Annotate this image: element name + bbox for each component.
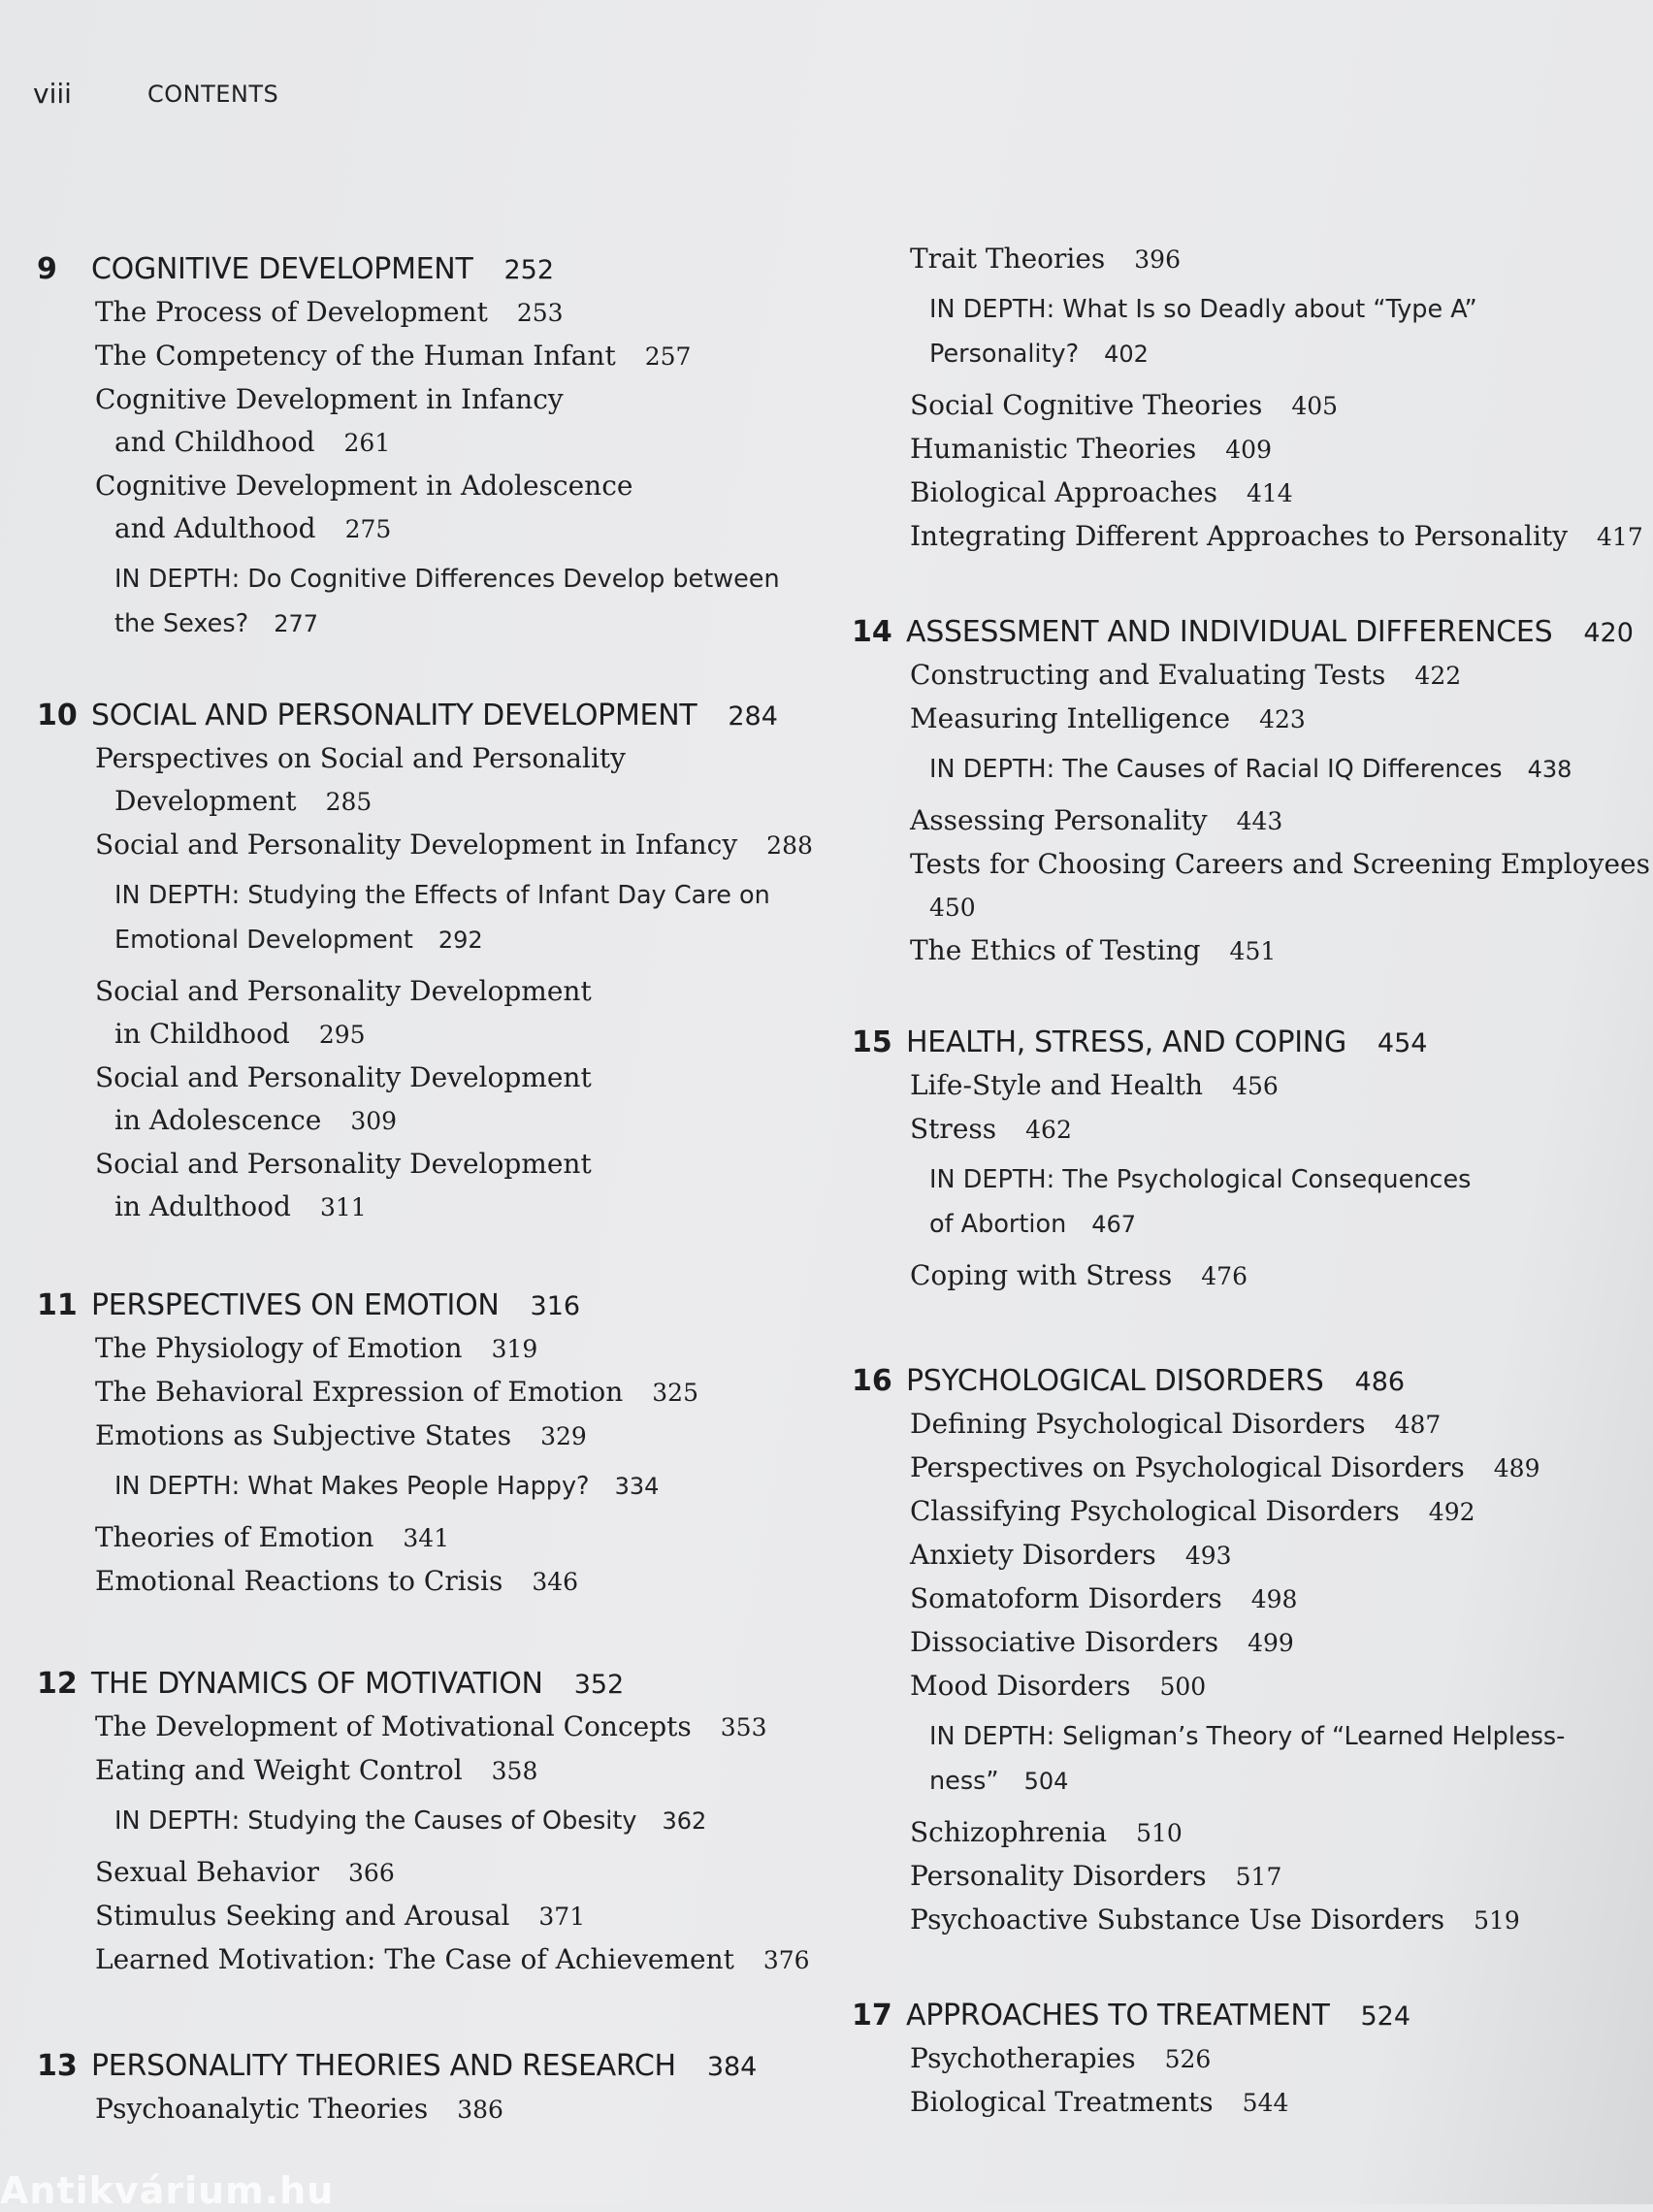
section-title: Stimulus Seeking and Arousal	[95, 1900, 510, 1932]
section-title-continued	[95, 507, 780, 551]
chapter-title: APPROACHES TO TREATMENT	[906, 1999, 1330, 2033]
page-ref: 325	[652, 1379, 698, 1407]
page-ref: 362	[662, 1807, 707, 1835]
in-depth-title-continued	[114, 602, 780, 646]
page-ref: 257	[644, 342, 692, 371]
chapter-heading	[852, 1022, 1471, 1064]
section-entry	[852, 472, 1643, 515]
toc-entry-list	[852, 238, 1643, 559]
section-entry	[37, 1415, 698, 1458]
section-entry	[37, 1706, 810, 1749]
page-ref: 493	[1184, 1542, 1232, 1570]
page-ref: 311	[319, 1193, 367, 1221]
in-depth-title: IN DEPTH: What Makes People Happy?	[114, 1472, 590, 1501]
chapter-17	[852, 1995, 1410, 2125]
page-ref: 316	[530, 1291, 581, 1321]
section-title: Assessing Personality	[910, 804, 1208, 836]
section-title: Anxiety Disorders	[910, 1539, 1156, 1571]
section-entry	[852, 843, 1650, 929]
in-depth-title-continued	[929, 1759, 1565, 1804]
section-title: The Behavioral Expression of Emotion	[95, 1376, 624, 1408]
page-ref: 396	[1134, 245, 1181, 274]
section-title-end: Development	[114, 785, 297, 817]
chapter-number: 14	[852, 615, 892, 649]
section-title: The Competency of the Human Infant	[95, 340, 616, 372]
section-title: Trait Theories	[910, 243, 1106, 275]
in-depth-entry	[852, 287, 1643, 376]
page-ref: 252	[503, 255, 555, 285]
section-entry	[37, 970, 813, 1057]
chapter-title: COGNITIVE DEVELOPMENT	[91, 252, 473, 286]
chapter-title: SOCIAL AND PERSONALITY DEVELOPMENT	[91, 699, 697, 732]
section-entry	[37, 1895, 810, 1938]
section-entry	[852, 1534, 1565, 1578]
chapter-number: 10	[37, 699, 78, 732]
section-title-continued	[95, 1099, 813, 1143]
page-ref: 500	[1159, 1673, 1207, 1701]
in-depth-title-end: Personality?	[929, 340, 1080, 369]
page-ref: 438	[1527, 756, 1572, 783]
page-ref: 486	[1354, 1367, 1406, 1397]
toc-entry-list	[852, 2037, 1410, 2125]
in-depth-title-continued	[929, 332, 1643, 376]
section-entry	[852, 654, 1650, 698]
toc-entry-list	[37, 1327, 698, 1604]
page-ref: 492	[1428, 1498, 1475, 1526]
section-entry	[37, 824, 813, 867]
chapter-title: ASSESSMENT AND INDIVIDUAL DIFFERENCES	[906, 615, 1553, 649]
page-ref: 253	[516, 299, 564, 327]
section-title: Perspectives on Social and Personality	[95, 742, 626, 774]
section-entry	[852, 1447, 1565, 1490]
section-entry	[37, 737, 813, 824]
section-entry	[852, 384, 1643, 428]
page-ref: 417	[1597, 523, 1643, 551]
chapter-heading	[37, 1663, 810, 1706]
section-title-end: and Childhood	[114, 426, 315, 458]
page-number: viii	[33, 78, 72, 110]
page-ref: 402	[1104, 341, 1149, 368]
chapter-title: PSYCHOLOGICAL DISORDERS	[906, 1364, 1324, 1398]
section-title: Schizophrenia	[910, 1816, 1108, 1848]
page-ref: 489	[1493, 1454, 1540, 1482]
chapter-15	[852, 1022, 1471, 1298]
chapter-14	[852, 611, 1650, 973]
chapter-number: 12	[37, 1667, 78, 1701]
in-depth-title-end: of Abortion	[929, 1210, 1067, 1239]
section-title: Cognitive Development in Infancy	[95, 383, 564, 415]
page-ref: 454	[1377, 1028, 1428, 1058]
page-ref: 420	[1583, 618, 1634, 648]
section-title: Social and Personality Development in Infancy	[95, 829, 738, 861]
page-ref: 451	[1229, 937, 1277, 965]
page-ref: 544	[1242, 2089, 1289, 2117]
page-ref: 358	[491, 1757, 538, 1785]
section-title: Coping with Stress	[910, 1259, 1173, 1291]
section-title: Dissociative Disorders	[910, 1626, 1219, 1658]
page-ref: 498	[1250, 1585, 1298, 1613]
page-ref: 285	[325, 788, 373, 816]
section-title: Life-Style and Health	[910, 1069, 1204, 1101]
in-depth-title: IN DEPTH: Do Cognitive Differences Develop between	[114, 565, 780, 594]
toc-entry-list	[852, 1403, 1565, 1942]
section-title: Psychotherapies	[910, 2042, 1136, 2074]
section-title: Biological Approaches	[910, 476, 1217, 508]
section-title: The Development of Motivational Concepts	[95, 1710, 692, 1742]
section-entry	[852, 238, 1643, 281]
running-head: CONTENTS	[147, 81, 279, 108]
page-ref: 510	[1136, 1819, 1183, 1847]
section-entry	[37, 1938, 810, 1982]
page-ref: 329	[540, 1422, 587, 1450]
chapter-16	[852, 1360, 1565, 1942]
section-entry	[852, 1578, 1565, 1621]
section-title: The Physiology of Emotion	[95, 1332, 463, 1364]
page-ref: 517	[1235, 1863, 1282, 1891]
chapter-number: 11	[37, 1288, 78, 1322]
section-entry	[37, 291, 780, 335]
page-ref: 309	[350, 1107, 398, 1135]
page-ref: 371	[538, 1903, 586, 1931]
toc-entry-list	[37, 737, 813, 1229]
section-title: Psychoactive Substance Use Disorders	[910, 1903, 1445, 1936]
section-title: Social and Personality Development	[95, 1148, 592, 1180]
in-depth-entry	[37, 873, 813, 962]
section-title-end: in Childhood	[114, 1018, 290, 1050]
section-entry	[37, 2088, 757, 2131]
page-ref: 341	[403, 1524, 450, 1552]
page-ref: 504	[1023, 1768, 1069, 1795]
page-ref: 353	[720, 1713, 767, 1741]
in-depth-title: IN DEPTH: The Causes of Racial IQ Differences	[929, 755, 1503, 784]
section-entry	[37, 378, 780, 465]
chapter-number: 13	[37, 2049, 78, 2083]
chapter-heading	[37, 2045, 757, 2088]
section-entry	[852, 428, 1643, 472]
section-entry	[37, 465, 780, 551]
toc-entry-list	[37, 291, 780, 646]
section-title-continued	[910, 886, 1650, 929]
page-ref: 487	[1394, 1411, 1442, 1439]
section-entry	[37, 1749, 810, 1793]
page-ref: 334	[614, 1473, 660, 1500]
section-entry	[37, 1516, 698, 1560]
toc-entry-list	[37, 2088, 757, 2131]
chapter-title: THE DYNAMICS OF MOTIVATION	[91, 1667, 543, 1701]
section-entry	[852, 799, 1650, 843]
page-ref: 519	[1474, 1906, 1520, 1935]
section-title: Perspectives on Psychological Disorders	[910, 1451, 1465, 1483]
page-ref: 346	[532, 1568, 579, 1596]
section-entry	[37, 1057, 813, 1143]
in-depth-title: IN DEPTH: Seligman’s Theory of “Learned Helpless-	[929, 1722, 1566, 1751]
section-title: Humanistic Theories	[910, 433, 1197, 465]
in-depth-entry	[37, 1799, 810, 1843]
chapter-number: 16	[852, 1364, 892, 1398]
in-depth-entry	[37, 557, 780, 646]
section-entry	[852, 1665, 1565, 1708]
page-ref: 476	[1201, 1262, 1248, 1290]
chapter-heading	[37, 248, 780, 291]
section-entry	[852, 1621, 1565, 1665]
in-depth-title: IN DEPTH: Studying the Causes of Obesity	[114, 1806, 637, 1836]
section-title: Emotional Reactions to Crisis	[95, 1565, 503, 1597]
page-ref: 352	[573, 1670, 625, 1700]
chapter-9	[37, 248, 780, 654]
section-title: Sexual Behavior	[95, 1856, 320, 1888]
section-entry	[37, 1371, 698, 1415]
section-title-continued	[95, 780, 813, 824]
section-title-continued	[95, 1186, 813, 1229]
chapter-heading	[852, 611, 1650, 654]
section-entry	[852, 1254, 1471, 1298]
in-depth-title-end: Emotional Development	[114, 926, 413, 955]
section-title: Personality Disorders	[910, 1860, 1207, 1892]
section-title-continued	[95, 421, 780, 465]
section-title: Somatoform Disorders	[910, 1582, 1222, 1614]
page-ref: 292	[438, 927, 483, 954]
page-ref: 288	[766, 831, 813, 860]
toc-entry-list	[37, 1706, 810, 1982]
section-title: Integrating Different Approaches to Personality	[910, 520, 1569, 552]
section-entry	[852, 1064, 1471, 1108]
section-title: Social and Personality Development	[95, 1061, 592, 1093]
section-entry	[37, 1327, 698, 1371]
page-ref: 319	[491, 1335, 538, 1363]
chapter-13-continued	[852, 238, 1643, 559]
page-ref: 526	[1164, 2045, 1212, 2073]
page-ref: 450	[929, 894, 976, 922]
in-depth-title: IN DEPTH: The Psychological Consequences	[929, 1165, 1472, 1194]
section-entry	[852, 515, 1643, 559]
page-ref: 423	[1259, 705, 1306, 733]
chapter-number: 9	[37, 252, 57, 286]
section-title-end: and Adulthood	[114, 512, 316, 544]
toc-entry-list	[852, 654, 1650, 973]
page-ref: 384	[706, 2052, 758, 2082]
page-ref: 284	[728, 701, 778, 732]
page-ref: 295	[318, 1021, 366, 1049]
section-entry	[852, 1108, 1471, 1152]
section-title: Psychoanalytic Theories	[95, 2093, 429, 2125]
chapter-number: 15	[852, 1025, 892, 1059]
page-ref: 456	[1232, 1072, 1279, 1100]
section-entry	[852, 1811, 1565, 1855]
section-entry	[37, 1143, 813, 1229]
section-title: Defining Psychological Disorders	[910, 1408, 1366, 1440]
chapter-10	[37, 695, 813, 1229]
page-ref: 462	[1025, 1116, 1072, 1144]
toc-entry-list	[852, 1064, 1471, 1298]
page-ref: 366	[348, 1859, 395, 1887]
chapter-title: HEALTH, STRESS, AND COPING	[906, 1025, 1346, 1059]
section-title: Theories of Emotion	[95, 1521, 374, 1553]
section-entry	[852, 1403, 1565, 1447]
section-title: Social Cognitive Theories	[910, 389, 1263, 421]
chapter-12	[37, 1663, 810, 1982]
in-depth-title-continued	[929, 1202, 1471, 1247]
page-ref: 422	[1414, 662, 1462, 690]
section-entry	[852, 1899, 1565, 1942]
section-title: Biological Treatments	[910, 2086, 1214, 2118]
page-ref: 277	[274, 610, 319, 637]
section-title: Stress	[910, 1113, 997, 1145]
section-entry	[37, 1560, 698, 1604]
section-title: Cognitive Development in Adolescence	[95, 470, 633, 502]
section-title-end: in Adulthood	[114, 1190, 291, 1222]
page-ref: 275	[344, 515, 392, 543]
page-ref: 467	[1091, 1211, 1137, 1238]
in-depth-entry	[852, 1157, 1471, 1247]
section-title: The Process of Development	[95, 296, 488, 328]
section-entry	[852, 2037, 1410, 2081]
page-ref: 409	[1225, 436, 1272, 464]
section-entry	[37, 335, 780, 378]
section-title: Mood Disorders	[910, 1670, 1131, 1702]
chapter-heading	[37, 695, 813, 737]
chapter-heading	[37, 1285, 698, 1327]
chapter-heading	[852, 1360, 1565, 1403]
section-entry	[852, 2081, 1410, 2125]
page-ref: 386	[457, 2096, 503, 2124]
in-depth-title: IN DEPTH: What Is so Deadly about “Type A”	[929, 295, 1477, 324]
section-entry	[852, 929, 1650, 973]
section-title: The Ethics of Testing	[910, 934, 1201, 966]
page-ref: 443	[1236, 807, 1283, 835]
section-entry	[852, 698, 1650, 741]
in-depth-title: IN DEPTH: Studying the Effects of Infant Day Care on	[114, 881, 770, 910]
chapter-title: PERSPECTIVES ON EMOTION	[91, 1288, 500, 1322]
section-title: Constructing and Evaluating Tests	[910, 659, 1386, 691]
page-ref: 499	[1248, 1629, 1294, 1657]
section-title: Classifying Psychological Disorders	[910, 1495, 1400, 1527]
section-title: Emotions as Subjective States	[95, 1419, 512, 1451]
section-title: Eating and Weight Control	[95, 1754, 463, 1786]
in-depth-title-end: ness”	[929, 1767, 999, 1796]
in-depth-title-continued	[114, 918, 813, 962]
page-ref: 414	[1246, 479, 1293, 507]
section-title-continued	[95, 1013, 813, 1057]
page-ref: 524	[1360, 2001, 1411, 2032]
watermark: Antikvárium.hu	[0, 2169, 335, 2212]
section-title: Social and Personality Development	[95, 975, 592, 1007]
section-title: Measuring Intelligence	[910, 702, 1231, 734]
section-entry	[852, 1490, 1565, 1534]
section-title: Tests for Choosing Careers and Screening Employees	[910, 848, 1650, 880]
chapter-11	[37, 1285, 698, 1604]
section-title-end: in Adolescence	[114, 1104, 322, 1136]
chapter-13	[37, 2045, 757, 2131]
section-title: Learned Motivation: The Case of Achievement	[95, 1943, 734, 1975]
in-depth-entry	[852, 747, 1650, 792]
page-ref: 261	[343, 429, 391, 457]
in-depth-title-end: the Sexes?	[114, 609, 249, 638]
section-entry	[852, 1855, 1565, 1899]
page-ref: 405	[1291, 392, 1339, 420]
chapter-heading	[852, 1995, 1410, 2037]
page-ref: 376	[762, 1946, 810, 1974]
in-depth-entry	[852, 1714, 1565, 1804]
in-depth-entry	[37, 1464, 698, 1509]
chapter-title: PERSONALITY THEORIES AND RESEARCH	[91, 2049, 676, 2083]
section-entry	[37, 1851, 810, 1895]
chapter-number: 17	[852, 1999, 892, 2033]
